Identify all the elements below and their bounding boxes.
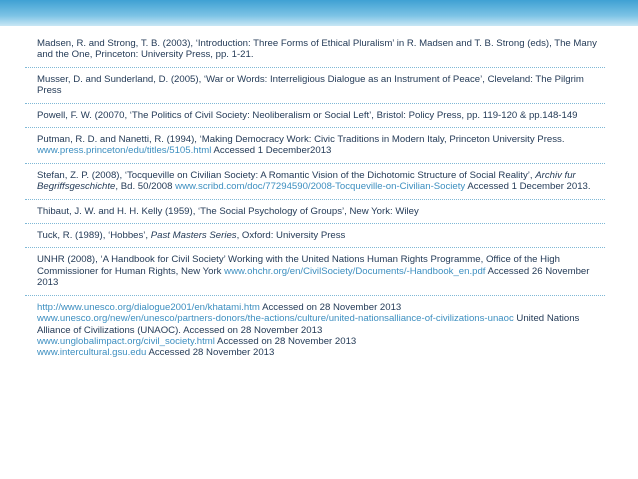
reference-link[interactable]: www.intercultural.gsu.edu <box>37 347 147 359</box>
divider <box>25 199 605 200</box>
reference-entry <box>37 170 607 193</box>
reference-entry <box>37 134 607 157</box>
reference-italic-title: Archiv fur Begriffsgeschichte <box>37 169 576 193</box>
reference-text: Accessed 26 November 2013 <box>37 265 590 289</box>
divider <box>25 103 605 104</box>
reference-link[interactable]: www.unglobalimpact.org/civil_society.html <box>37 335 215 347</box>
divider <box>25 247 605 248</box>
divider <box>25 223 605 224</box>
reference-list <box>37 38 607 359</box>
divider <box>25 127 605 128</box>
web-source-entry <box>37 313 607 336</box>
reference-text: , Bd. 50/2008 <box>115 181 176 193</box>
divider <box>25 295 605 296</box>
reference-entry <box>37 230 607 241</box>
reference-link[interactable]: www.scribd.com/doc/77294590/2008-Tocqueville-on-Civilian-Society <box>175 181 466 193</box>
reference-text: Accessed 1 December2013 <box>211 145 332 157</box>
reference-text: Accessed 28 November 2013 <box>146 347 275 359</box>
reference-entry <box>37 110 607 121</box>
slide-header-bar <box>0 0 638 26</box>
reference-entry <box>37 38 607 61</box>
reference-text: United Nations Alliance of Civilizations (UNAOC). Accessed on 28 November 2013 <box>37 313 580 336</box>
reference-text: Musser, D. and Sunderland, D. (2005), ‘War or Words: Interreligious Dialogue as an Instrument of Peace’, Cleveland: The Pilgrim Press <box>37 73 584 97</box>
reference-text: Stefan, Z. P. (2008), ‘Tocqueville on Civilian Society: A Romantic Vision of the Dichotomic Structure of Social Reality’, <box>37 169 536 181</box>
reference-entry <box>37 254 607 288</box>
reference-link[interactable]: www.ohchr.org/en/CivilSociety/Documents/-Handbook_en.pdf <box>224 265 486 277</box>
reference-text: Tuck, R. (1989), ‘Hobbes’, <box>37 230 151 242</box>
reference-link[interactable]: http://www.unesco.org/dialogue2001/en/khatami.htm <box>37 301 260 313</box>
reference-text: Powell, F. W. (20070, ‘The Politics of Civil Society: Neoliberalism or Social Left’, Bristol: Policy Press, pp. 119-120 & pp.148-149 <box>37 109 578 121</box>
web-source-entry <box>37 336 607 347</box>
reference-text: Putman, R. D. and Nanetti, R. (1994), ‘Making Democracy Work: Civic Traditions in Modern Italy, Princeton University Press. <box>37 134 565 146</box>
reference-text: UNHR (2008), ‘A Handbook for Civil Society’ Working with the United Nations Human Rights Programme, Office of the High Commissioner for Human Rights, New York <box>37 254 560 277</box>
reference-text: Thibaut, J. W. and H. H. Kelly (1959), ‘The Social Psychology of Groups’, New York: Wiley <box>37 205 419 217</box>
reference-text: Accessed on 28 November 2013 <box>214 335 357 347</box>
reference-text: Accessed on 28 November 2013 <box>259 301 402 313</box>
reference-italic-title: Past Masters Series <box>150 230 237 242</box>
web-source-entry <box>37 347 607 358</box>
reference-link[interactable]: www.press.princeton/edu/titles/5105.html <box>37 145 212 157</box>
web-source-entry <box>37 302 607 313</box>
reference-entry <box>37 206 607 217</box>
reference-link[interactable]: www.unesco.org/new/en/unesco/partners-donors/the-actions/culture/united-nationsalliance-of-civilizations-unaoc <box>37 313 514 325</box>
reference-text: Accessed 1 December 2013. <box>465 181 591 193</box>
reference-entry <box>37 74 607 97</box>
reference-text: , Oxford: University Press <box>236 230 346 242</box>
reference-text: Madsen, R. and Strong, T. B. (2003), ‘Introduction: Three Forms of Ethical Pluralism’ in R. Madsen and T. B. Strong (eds), The Many and the One, Princeton: University Press, pp. 1-21. <box>37 38 597 61</box>
divider <box>25 67 605 68</box>
divider <box>25 163 605 164</box>
